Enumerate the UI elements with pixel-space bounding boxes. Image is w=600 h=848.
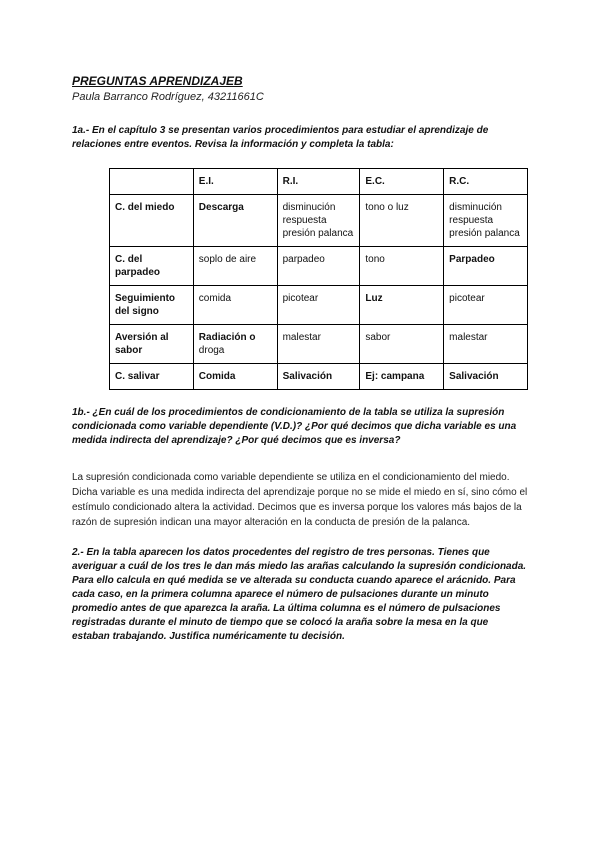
document-author: Paula Barranco Rodríguez, 43211661C (72, 91, 264, 103)
question-1a: 1a.- En el capítulo 3 se presentan varios procedimientos para estudiar el aprendizaje de relaciones entre eventos. Revisa la información y completa la tabla: (72, 125, 489, 150)
row-label: C. salivar (110, 364, 194, 390)
table-header-cell: E.C. (360, 169, 444, 195)
table-cell: soplo de aire (193, 247, 277, 286)
table-cell: parpadeo (277, 247, 360, 286)
procedures-table (109, 168, 528, 390)
document-title: PREGUNTAS APRENDIZAJEB (72, 74, 243, 88)
table-row (110, 286, 528, 325)
table-row (110, 195, 528, 247)
table-cell: sabor (360, 325, 444, 364)
table-cell (193, 325, 277, 364)
row-label: Aversión al sabor (110, 325, 194, 364)
table-cell: Ej: campana (360, 364, 444, 390)
table-cell: tono o luz (360, 195, 444, 247)
table-row (110, 247, 528, 286)
table-header-cell (110, 169, 194, 195)
table-cell: picotear (277, 286, 360, 325)
row-label: C. del parpadeo (110, 247, 194, 286)
table-cell-bold-part: Radiación o (198, 332, 256, 343)
table-cell: disminución respuesta presión palanca (277, 195, 360, 247)
table-cell: Salivación (444, 364, 528, 390)
answer-1b: La supresión condicionada como variable dependiente se utiliza en el condicionamiento del miedo. Dicha variable es una medida indirecta del aprendizaje porque no se mide el miedo en sí, sino cómo el estímulo condicionado altera la actividad. Decimos que es inversa porque los valores más bajos de la razón de supresión indican una mayor alteración en la conducta de presión de la palanca. (72, 472, 528, 528)
table-cell: disminución respuesta presión palanca (444, 195, 528, 247)
table-cell: Descarga (193, 195, 277, 247)
table-header-cell: R.I. (277, 169, 360, 195)
table-cell: Parpadeo (444, 247, 528, 286)
row-label: C. del miedo (110, 195, 194, 247)
table-cell: tono (360, 247, 444, 286)
table-cell: malestar (444, 325, 528, 364)
table-cell: Luz (360, 286, 444, 325)
table-cell: Comida (193, 364, 277, 390)
row-label: Seguimiento del signo (110, 286, 194, 325)
table-header-cell: E.I. (193, 169, 277, 195)
table-cell: Salivación (277, 364, 360, 390)
table-row (110, 364, 528, 390)
question-2: 2.- En la tabla aparecen los datos procedentes del registro de tres personas. Tienes que averiguar a cuál de los tres le dan más miedo las arañas calculando la supresión condicionada. Para ello calcula en qué medida se ve alterada su conducta cuando aparece el arácnido. Para cada caso, en la primera columna aparece el número de pulsaciones durante un minuto promedio antes de que aparezca la araña. La última columna es el número de pulsaciones registradas durante el minuto de tiempo que se colocó la araña sobre la mesa en la que estaban trabajando. Justifica numéricamente tu decisión. (72, 547, 527, 642)
document-page (72, 74, 528, 644)
table-row (110, 325, 528, 364)
table-cell-rest-part: droga (198, 345, 225, 356)
table-cell: malestar (277, 325, 360, 364)
question-1b: 1b.- ¿En cuál de los procedimientos de condicionamiento de la tabla se utiliza la supresión condicionada como variable dependiente (V.D.)? ¿Por qué decimos que dicha variable es una medida indirecta del aprendizaje? ¿Por qué decimos que es inversa? (72, 407, 517, 446)
table-cell: comida (193, 286, 277, 325)
table-header-row (110, 169, 528, 195)
table-cell: picotear (444, 286, 528, 325)
table-header-cell: R.C. (444, 169, 528, 195)
